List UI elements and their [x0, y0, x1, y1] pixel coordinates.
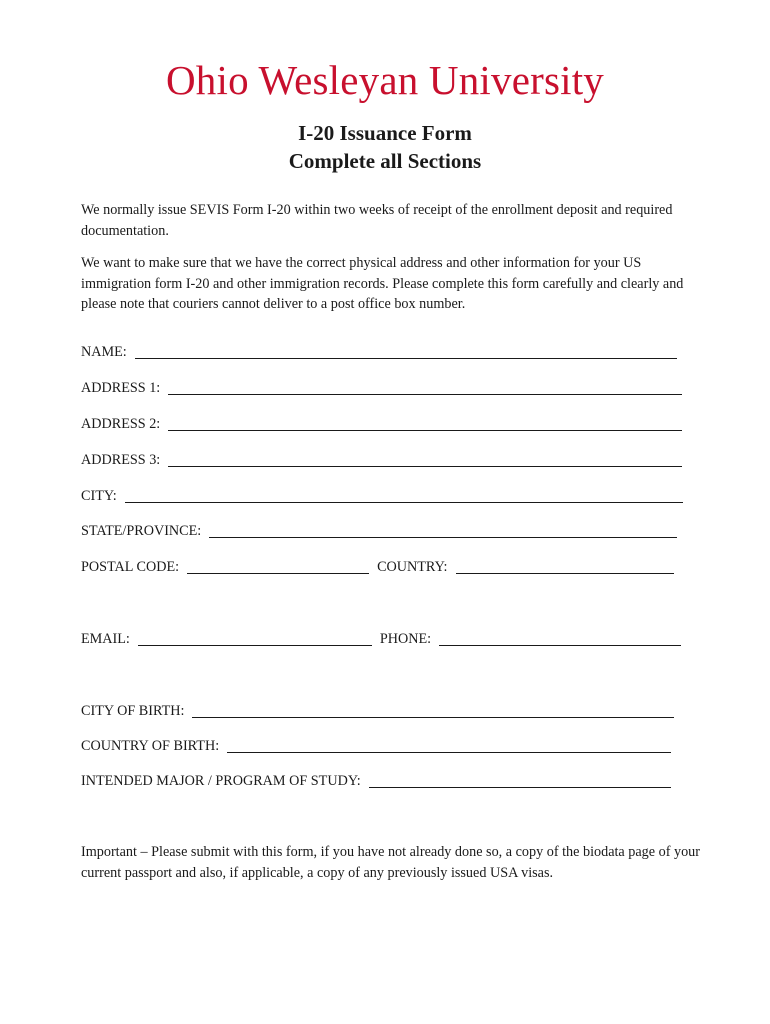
intended-major-label: INTENDED MAJOR / PROGRAM OF STUDY: — [81, 773, 361, 789]
city-of-birth-field[interactable] — [192, 701, 674, 718]
address2-row — [81, 412, 682, 434]
address1-row — [81, 376, 682, 398]
intro-paragraph-2: We want to make sure that we have the correct physical address and other information for your US immigration form I-20 and other immigration records. Please complete this form carefully and clearly and please note that couriers cannot deliver to a post office box number. — [81, 255, 684, 312]
email-label: EMAIL: — [81, 631, 130, 647]
email-phone-row — [81, 627, 681, 649]
university-logo: Ohio Wesleyan University — [165, 57, 604, 103]
city-field[interactable] — [125, 486, 683, 503]
postal-country-row — [81, 555, 674, 577]
name-label: NAME: — [81, 344, 127, 360]
address3-field[interactable] — [168, 450, 682, 467]
state-province-field[interactable] — [209, 521, 677, 538]
form-title: I-20 Issuance Form — [298, 121, 472, 145]
address1-label: ADDRESS 1: — [81, 380, 161, 396]
address2-field[interactable] — [168, 414, 682, 431]
important-note: Important – Please submit with this form, if you have not already done so, a copy of the biodata page of your current passport and also, if applicable, a copy of any previously issued USA visas. — [81, 844, 700, 881]
intended-major-row — [81, 769, 671, 791]
city-row — [81, 484, 683, 506]
phone-field[interactable] — [439, 629, 681, 646]
city-of-birth-row — [81, 699, 674, 721]
postal-code-field[interactable] — [187, 557, 369, 574]
name-field[interactable] — [135, 342, 677, 359]
country-of-birth-field[interactable] — [227, 736, 671, 753]
intro-paragraph-1: We normally issue SEVIS Form I-20 within two weeks of receipt of the enrollment deposit and required documentation. — [81, 202, 673, 239]
country-field[interactable] — [456, 557, 674, 574]
postal-code-label: POSTAL CODE: — [81, 559, 180, 575]
state-province-label: STATE/PROVINCE: — [81, 523, 202, 539]
intended-major-field[interactable] — [369, 771, 671, 788]
address2-label: ADDRESS 2: — [81, 416, 161, 432]
email-field[interactable] — [138, 629, 372, 646]
name-row — [81, 340, 677, 362]
form-subtitle: Complete all Sections — [288, 149, 482, 173]
address3-row — [81, 448, 682, 470]
phone-label: PHONE: — [379, 631, 432, 647]
city-label: CITY: — [81, 488, 117, 504]
city-of-birth-label: CITY OF BIRTH: — [81, 703, 185, 719]
address1-field[interactable] — [168, 378, 682, 395]
country-label: COUNTRY: — [377, 559, 448, 575]
state-province-row — [81, 519, 677, 541]
country-of-birth-label: COUNTRY OF BIRTH: — [81, 738, 220, 754]
address3-label: ADDRESS 3: — [81, 452, 161, 468]
country-of-birth-row — [81, 734, 671, 756]
